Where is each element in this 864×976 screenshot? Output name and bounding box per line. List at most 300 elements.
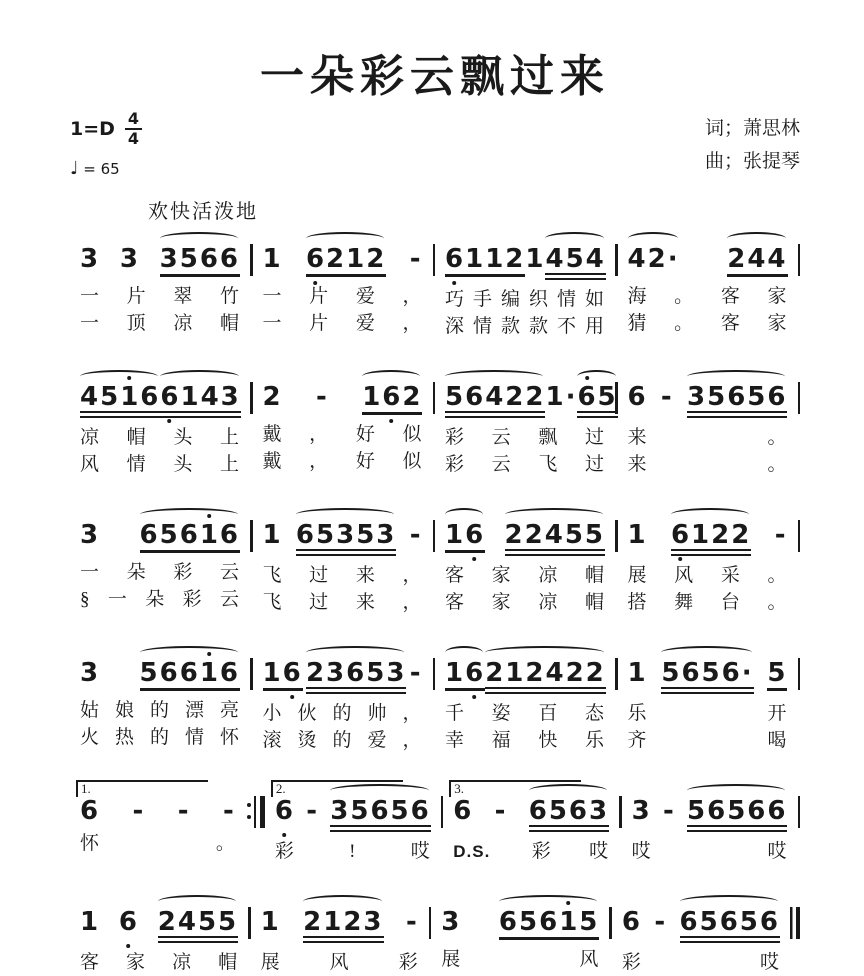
note-char: 2 [402, 382, 423, 412]
note-char: 6 [160, 384, 180, 410]
note-char: 1 [262, 244, 283, 274]
note-char: 3 [386, 658, 407, 688]
note-group [140, 660, 240, 691]
lyric-line: 搭舞台。 [627, 592, 788, 613]
note-group [263, 660, 303, 691]
octave-dot-low [290, 695, 294, 699]
note-group [80, 384, 160, 418]
notes-row [253, 366, 433, 421]
note-char: 2 [731, 520, 752, 550]
volta-bracket: 3. [449, 780, 581, 797]
note-char: 1 [362, 382, 383, 412]
lyric-line: 来。 [627, 454, 788, 475]
note-char: 5 [366, 658, 387, 688]
note-char: 3 [326, 658, 347, 688]
barline [790, 907, 800, 939]
lyric-line: 一片翠竹 [80, 286, 240, 307]
note-char: 3 [376, 520, 397, 550]
note-char: 6 [727, 382, 748, 412]
lyric-line: 飞过来， [262, 592, 423, 613]
note-char: 5 [584, 520, 605, 550]
lyric-line: 彩云飘过 [445, 427, 605, 448]
note-group [316, 384, 329, 410]
note-char: 3 [80, 658, 101, 688]
octave-dot-low [168, 419, 172, 423]
note-char: - [660, 382, 674, 412]
note-group [622, 909, 642, 935]
note-group [545, 246, 605, 280]
note-char: 5 [707, 382, 728, 412]
note-char: 5 [100, 382, 121, 412]
note-char: 2 [485, 658, 506, 688]
measure [70, 891, 248, 976]
note-char: 4 [767, 244, 788, 274]
note-char: - [654, 907, 668, 937]
note-char: 2 [585, 658, 606, 688]
note-char: 1 [545, 382, 566, 412]
note-char: 6 [219, 658, 240, 688]
note-char: 6 [621, 907, 642, 937]
score-system [70, 780, 800, 865]
score-system [70, 504, 800, 616]
measure [618, 642, 798, 754]
note-group [687, 798, 787, 832]
note-char: 5 [597, 382, 618, 412]
note-group [80, 798, 100, 824]
notes-row [618, 366, 798, 424]
score [70, 228, 800, 976]
note-group [406, 909, 419, 935]
volta-bracket: 2. [271, 780, 403, 797]
lyric-line: 风情头上 [80, 454, 240, 475]
note-char: 6 [346, 658, 367, 688]
note-char: 5 [739, 907, 760, 937]
notes-row [618, 504, 798, 562]
score-system [70, 228, 800, 340]
lyric-line: 客家凉帽 [80, 952, 239, 973]
note-char: 3 [631, 796, 652, 826]
note-char: 6 [219, 244, 240, 274]
measure [443, 780, 619, 865]
lyric-line: §一朵彩云 [80, 589, 240, 610]
note-char: 6 [119, 909, 139, 935]
note-char: 1 [445, 658, 466, 688]
note-group [628, 246, 680, 272]
measure [70, 504, 250, 613]
notes-row [612, 891, 790, 949]
note-char: 6 [179, 658, 200, 688]
octave-dot-high [566, 901, 570, 905]
lyric-line: 火热的情怀 [80, 727, 240, 748]
note-char: 4 [80, 382, 101, 412]
note-char: 4 [545, 244, 566, 274]
note-char: 3 [80, 520, 101, 550]
note-group [410, 522, 423, 548]
lyric-line: 客家凉帽 [445, 592, 605, 613]
note-char: 3 [159, 244, 180, 274]
octave-dot-low [678, 557, 682, 561]
note-char: 3 [220, 382, 241, 412]
note-char: 6 [721, 658, 742, 688]
notes-row [70, 228, 250, 283]
notes-row [70, 504, 250, 559]
lyric-line: 海。客家 [627, 286, 788, 307]
note-char: 5 [139, 658, 160, 688]
note-char: 1 [525, 244, 546, 274]
note-char: 5 [159, 520, 180, 550]
note-char: 6 [219, 520, 240, 550]
note-char: 6 [465, 660, 485, 686]
note-char: 6 [283, 660, 303, 686]
lyric-line: 姑娘的漂亮 [80, 700, 240, 721]
lyric-line: 乐开 [627, 703, 788, 724]
note-char: 3 [363, 907, 384, 937]
measure [251, 891, 429, 976]
notes-row [253, 642, 433, 700]
lyric-line: 客家凉帽 [445, 565, 605, 586]
lyricist-credit: 词；萧思林 [704, 118, 800, 139]
note-char: 2 [647, 244, 668, 274]
measure [435, 228, 615, 340]
measure [70, 642, 250, 751]
note-group [632, 798, 652, 824]
lyric-line: 千姿百态 [445, 703, 605, 724]
note-char: 2 [525, 382, 546, 412]
lyric-line: 飞过来， [262, 565, 423, 586]
lyric-line: 来。 [627, 427, 788, 448]
note-group [133, 798, 146, 824]
note-group [160, 384, 240, 418]
note-group [445, 384, 545, 418]
note-char: 3 [330, 796, 351, 826]
lyric-line: 巧手编织情如 [445, 289, 605, 310]
note-char: - [223, 796, 236, 826]
note-group [445, 660, 485, 691]
note-char: 4 [585, 244, 606, 274]
note-char: 6 [410, 796, 431, 826]
note-char: 6 [306, 246, 326, 272]
notes-row [618, 228, 798, 283]
lyric-line: 猜。客家 [627, 313, 788, 334]
note-group [628, 384, 648, 410]
octave-dot-low [313, 281, 317, 285]
note-char: 6 [199, 244, 220, 274]
lyric-line: 彩云飞过 [445, 454, 605, 475]
note-group [178, 798, 191, 824]
note-group [441, 909, 461, 935]
note-char: 1 [180, 382, 201, 412]
lyric-line: 凉帽头上 [80, 427, 240, 448]
time-signature [125, 110, 142, 148]
volta-bracket: 1. [76, 780, 208, 797]
note-char: 6 [759, 907, 780, 937]
note-char: 4 [485, 382, 506, 412]
note-group [654, 909, 667, 935]
lyric-line: 展风彩 [260, 952, 419, 973]
note-char: 5 [390, 796, 411, 826]
note-char: 6 [382, 384, 402, 410]
score-system [70, 891, 800, 976]
note-group [661, 660, 753, 694]
note-char: 5 [699, 907, 720, 937]
measure [618, 228, 798, 337]
key-tempo-block [70, 110, 142, 179]
note-group [80, 660, 100, 686]
note-group [577, 384, 617, 418]
barline [798, 520, 801, 552]
tempo-marking [70, 158, 142, 179]
note-group [775, 522, 788, 548]
note-char: - [132, 796, 146, 826]
note-char: 3 [80, 244, 101, 274]
note-char: · [667, 244, 680, 274]
note-group [485, 660, 606, 694]
note-char: 6 [747, 796, 768, 826]
time-signature-bottom: 4 [127, 129, 140, 148]
measure [622, 780, 798, 865]
note-group [80, 522, 100, 548]
lyric-line: 一片爱， [262, 286, 423, 307]
lyric-line: 展风采。 [627, 565, 788, 586]
note-group [505, 522, 605, 556]
note-group [495, 798, 508, 824]
score-header [70, 110, 800, 179]
barline [798, 796, 801, 828]
note-char: 6 [679, 907, 700, 937]
note-char: 5 [747, 382, 768, 412]
note-char: - [405, 907, 419, 937]
note-group [120, 246, 140, 272]
measure [265, 780, 441, 865]
note-group [263, 384, 283, 410]
measure [618, 366, 798, 478]
note-char: 6 [465, 522, 485, 548]
note-char: - [409, 244, 423, 274]
note-char: 2 [343, 907, 364, 937]
note-char: 2 [305, 658, 327, 688]
note-group [663, 798, 676, 824]
note-group [140, 522, 240, 553]
octave-dot-high [207, 514, 211, 518]
note-char: 2 [711, 520, 732, 550]
note-char: 1 [627, 520, 648, 550]
lyric-line: 一朵彩云 [80, 562, 240, 583]
lyric-line: 哎哎 [631, 841, 788, 862]
note-char: 3 [336, 520, 357, 550]
notes-row [253, 504, 433, 562]
note-char: 2 [565, 658, 586, 688]
note-group [263, 246, 283, 272]
note-char: 2 [366, 244, 387, 274]
note-char: 6 [275, 798, 295, 824]
note-group [158, 909, 238, 943]
lyric-line: 一片爱， [262, 313, 423, 334]
tempo-value: = 65 [83, 160, 120, 178]
note-group [445, 246, 485, 277]
measure [435, 642, 615, 754]
note-group [119, 909, 139, 935]
notes-row [431, 891, 609, 946]
note-char: 6 [707, 796, 728, 826]
quarter-note-icon: ♩ [70, 158, 79, 179]
note-char: 6 [498, 907, 519, 937]
octave-dot-low [472, 557, 476, 561]
octave-dot-low [282, 833, 286, 837]
note-char: 5 [661, 658, 682, 688]
note-char: 4 [627, 244, 648, 274]
note-char: 1 [691, 520, 712, 550]
note-char: 3 [441, 907, 462, 937]
note-group [261, 909, 281, 935]
note-char: · [565, 382, 578, 412]
note-group [362, 384, 422, 415]
expression-marking: 欢快活泼地 [148, 201, 258, 223]
measure [253, 366, 433, 475]
note-group [680, 909, 780, 943]
barline [798, 382, 801, 414]
lyric-line: 戴，好似 [262, 451, 423, 472]
note-char: - [177, 796, 191, 826]
octave-dot-low [452, 281, 456, 285]
lyric-line: 彩哎 [621, 952, 780, 973]
key-signature [70, 110, 142, 148]
measure [618, 504, 798, 616]
note-char: - [409, 520, 423, 550]
notes-row [251, 891, 429, 949]
note-group [80, 909, 100, 935]
measure [435, 504, 615, 616]
note-char: 6 [671, 522, 691, 548]
note-char: 6 [767, 796, 788, 826]
song-title: 一朵彩云飘过来 [260, 52, 610, 101]
note-char: 5 [564, 520, 585, 550]
note-char: 6 [528, 796, 549, 826]
lyric-line: 展风 [441, 949, 600, 970]
note-char: 2 [727, 244, 748, 274]
note-char: 6 [539, 907, 560, 937]
note-group [453, 798, 473, 824]
measure [612, 891, 790, 976]
measure [253, 228, 433, 337]
note-group [306, 798, 319, 824]
note-group [445, 522, 485, 553]
note-char: 2 [262, 382, 283, 412]
score-system [70, 642, 800, 754]
measure [70, 780, 246, 857]
note-char: 1 [80, 907, 101, 937]
barline [798, 244, 801, 276]
octave-dot-low [126, 944, 130, 948]
note-char: 6 [179, 520, 200, 550]
octave-dot-high [127, 376, 131, 380]
note-char: 2 [525, 658, 546, 688]
note-char: 2 [505, 244, 526, 274]
note-group [727, 246, 787, 277]
lyric-line: 幸福快乐 [445, 730, 605, 751]
note-group [499, 909, 599, 940]
note-char: - [306, 796, 320, 826]
ds-mark: D.S. [453, 842, 491, 861]
barline [798, 658, 801, 690]
note-char: 5 [687, 796, 708, 826]
note-char: 6 [139, 520, 160, 550]
note-char: 1 [465, 244, 486, 274]
measure [70, 366, 250, 478]
notes-row [435, 642, 615, 700]
note-char: 5 [565, 244, 586, 274]
lyric-line: 一顶凉帽 [80, 313, 240, 334]
note-char: 6 [568, 796, 590, 826]
note-group [330, 798, 430, 832]
note-char: 2 [303, 907, 324, 937]
note-group [628, 660, 648, 686]
note-char: 4 [545, 658, 566, 688]
note-group [303, 909, 383, 943]
notes-row [622, 780, 798, 838]
note-char: 1 [627, 658, 648, 688]
note-group [223, 798, 236, 824]
note-char: 4 [177, 907, 198, 937]
note-char: 6 [159, 658, 180, 688]
note-group [275, 798, 295, 824]
measure [253, 504, 433, 616]
note-char: - [774, 520, 788, 550]
note-char: 5 [179, 244, 200, 274]
note-char: - [409, 658, 423, 688]
note-char: 6 [140, 382, 161, 412]
measure [435, 366, 618, 478]
note-char: 6 [577, 384, 597, 410]
composer-credit: 曲；张提琴 [704, 151, 800, 173]
note-char: 6 [453, 796, 474, 826]
note-char: 5 [350, 796, 371, 826]
note-char: 2 [326, 244, 347, 274]
notes-row [70, 891, 248, 949]
notes-row [618, 642, 798, 700]
note-group [661, 384, 674, 410]
note-char: 4 [544, 520, 565, 550]
note-group [410, 246, 423, 272]
note-char: 5 [519, 907, 540, 937]
note-group [671, 522, 751, 556]
credits-block [705, 112, 800, 179]
note-char: 6 [370, 796, 391, 826]
measure [253, 642, 433, 754]
note-char: 5 [316, 520, 337, 550]
note-char: 6 [719, 907, 740, 937]
note-char: 5 [197, 907, 219, 937]
note-char: 5 [727, 796, 748, 826]
note-char: 6 [627, 382, 648, 412]
note-char: 5 [356, 520, 377, 550]
note-char: - [316, 382, 329, 412]
lyric-line: D.S. 彩哎 [453, 841, 610, 862]
note-char: 4 [200, 382, 221, 412]
note-char: 2 [524, 520, 545, 550]
lyric-line: 齐喝 [627, 730, 788, 751]
note-char: 1 [260, 907, 281, 937]
notes-row [435, 366, 618, 424]
note-char: 3 [589, 796, 610, 826]
octave-dot-low [390, 419, 394, 423]
measure [70, 228, 250, 337]
notes-row [70, 642, 250, 697]
lyric-line: 滚烫的爱， [262, 730, 423, 751]
note-group [529, 798, 609, 832]
note-group [263, 522, 283, 548]
lyric-line: 小伙的帅， [262, 703, 423, 724]
lyric-line: 彩!哎 [274, 841, 431, 862]
